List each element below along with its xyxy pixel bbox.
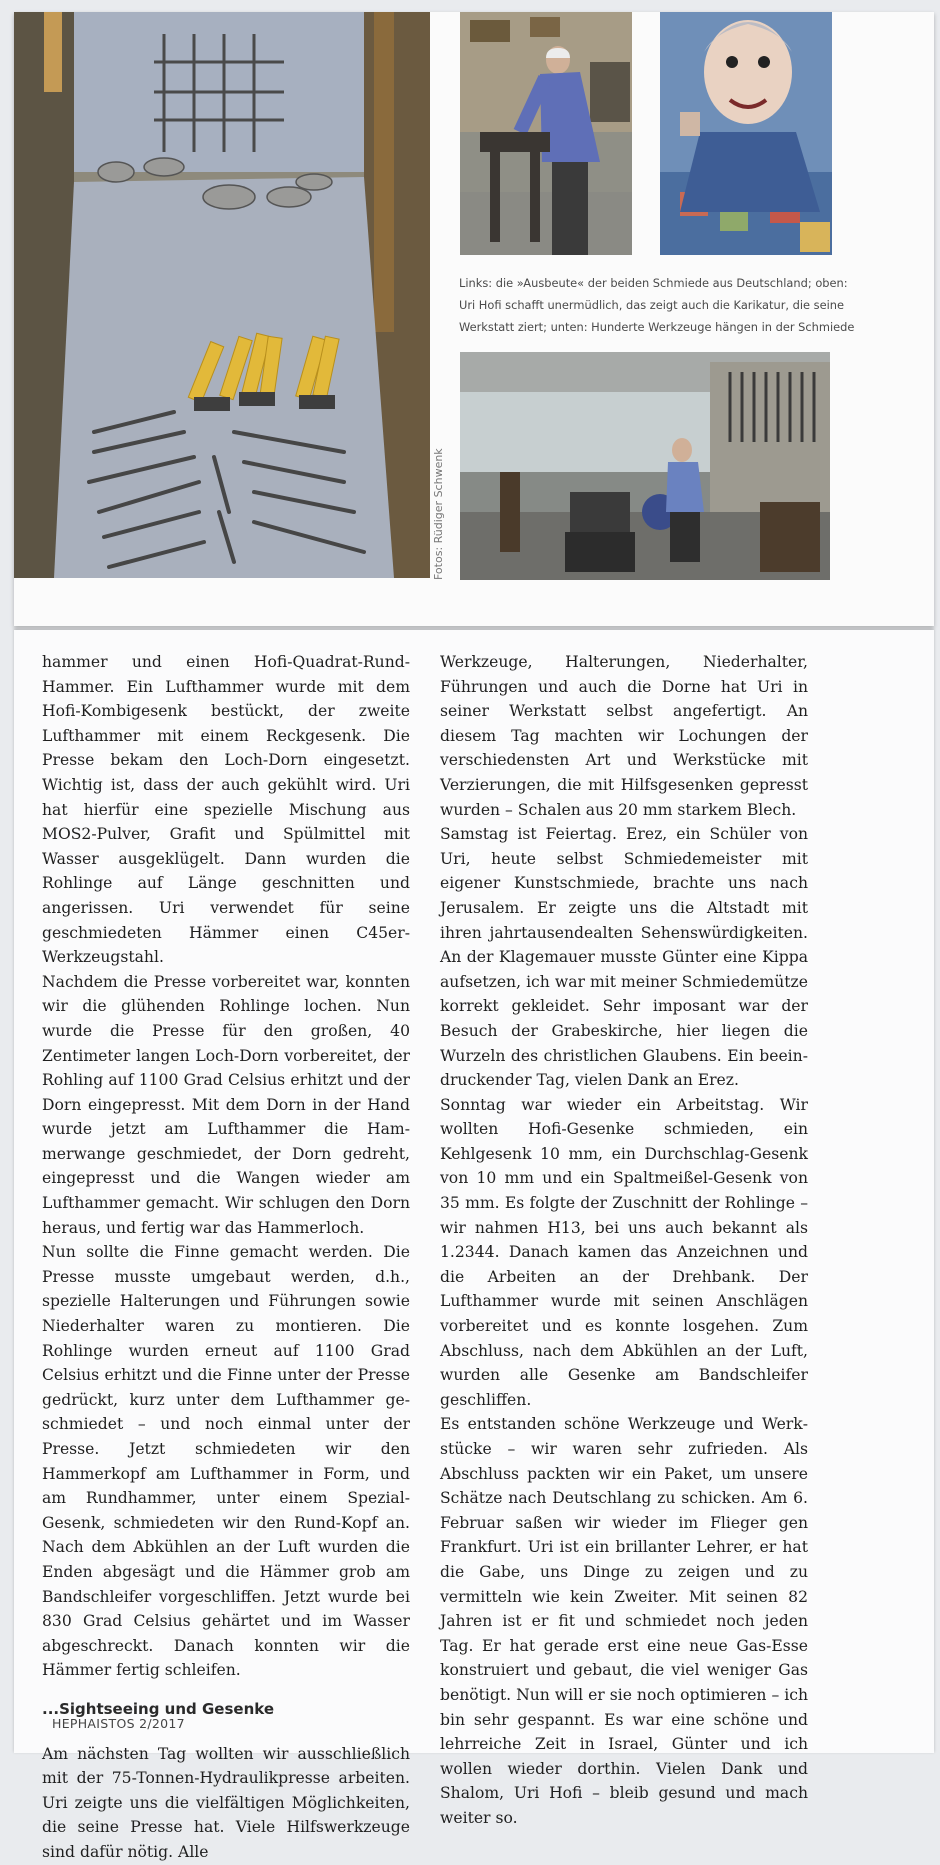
page-folio: HEPHAISTOS 2/2017 xyxy=(52,1716,185,1731)
uri-hofi-at-anvil-photo xyxy=(460,12,632,255)
workshop-interior-photo xyxy=(460,352,830,580)
body-paragraph: hammer und einen Hofi-Quadrat-Rund-Hammer. Ein Lufthammer wurde mit dem Hofi-Kombigesenk bestückt, der zweite Lufthammer mit einem Reckgesenk. Die Presse bekam den Loch-Dorn eingesetzt. Wichtig ist, dass der auch gekühlt wird. Uri hat hierfür eine spezielle Mischung aus MOS2-Pulver, Grafit und Spülmittel mit Wasser ausgeklügelt. Dann wurden die Rohlinge auf Länge geschnitten und angerissen. Uri verwendet für seine geschmiedeten Hämmer einen C45er-Werkzeugstahl. xyxy=(42,653,410,967)
body-paragraph: Nachdem die Presse vorbereitet war, konnten wir die glühenden Rohlinge lochen. Nun wurde die Presse für den großen, 40 Zentimeter langen Loch-Dorn vorbereitet, der Rohling auf 1100 Grad Celsius erhitzt und der Dorn eingepresst. Mit dem Dorn in der Hand wurde jetzt am Lufthammer die Hammerwange geschmiedet, der Dorn gedreht, eingepresst und die Wangen wieder am Lufthammer gemacht. Wir schlugen den Dorn heraus, und fertig war das Hammerloch. xyxy=(42,972,410,1237)
body-paragraph: Sonntag war wieder ein Arbeitstag. Wir wollten Hofi-Gesenke schmieden, ein Kehlgesenk 10 mm, ein Durchschlag-Gesenk von 10 mm und ein Spaltmeißel-Gesenk von 35 mm. Es folgte der Zuschnitt der Rohlinge – wir nahmen H13, bei uns auch bekannt als 1.2344. Danach kamen das Anzeichnen und die Arbeiten an der Drehbank. Der Lufthammer wurde mit seinen Anschlägen vorbereitet und es konnte losgehen. Zum Abschluss, nach dem Abkühlen an der Luft, wurden alle Gesenke am Bandschleifer geschliffen. xyxy=(440,1095,808,1409)
caricature-mural-photo xyxy=(660,12,832,255)
body-paragraph: Samstag ist Feiertag. Erez, ein Schüler von Uri, heute selbst Schmiedemeister mit eigener Kunstschmiede, brachte uns nach Jerusalem. Er zeigte uns die Altstadt mit ihren jahrtausendealten Sehenswürdigkeiten. An der Klagemauer musste Günter eine Kippa aufsetzen, ich war mit meiner Schmiedemütze korrekt gekleidet. Sehr imposant war der Besuch der Grabeskirche, hier liegen die Wurzeln des christlichen Glaubens. Ein beeindruckender Tag, vielen Dank an Erez. xyxy=(440,825,808,1090)
caption-line: Werkstatt ziert; unten: Hunderte Werkzeuge hängen in der Schmiede xyxy=(459,320,855,334)
caption-line: Uri Hofi schafft unermüdlich, das zeigt auch die Karikatur, die seine xyxy=(459,298,844,312)
photo-credit: Fotos: Rüdiger Schwenk xyxy=(432,448,445,580)
section-heading: ...Sightseeing und Gesenke xyxy=(42,1699,275,1718)
article-column-left xyxy=(42,650,410,1865)
body-paragraph: Werkzeuge, Halterungen, Niederhalter, Führungen und auch die Dorne hat Uri in seiner Werkstatt selbst angefertigt. An diesem Tag machten wir Lochungen der verschiedensten Art und Werkstücke mit Verzierungen, die mit Hilfsgesenken gepresst wurden – Schalen aus 20 mm starkem Blech. xyxy=(440,653,808,819)
photo-caption xyxy=(459,272,859,338)
tools-on-cloth-photo xyxy=(14,12,430,578)
article-column-right xyxy=(440,650,808,1831)
caption-line: Links: die »Ausbeute« der beiden Schmiede aus Deutschland; oben: xyxy=(459,276,848,290)
body-paragraph: Nun sollte die Finne gemacht werden. Die Presse musste umgebaut werden, d.h., spezielle Halterungen und Führungen sowie Niederhalter waren zu montieren. Die Rohlinge wurden erneut auf 1100 Grad Celsius erhitzt und die Finne unter der Presse gedrückt, kurz unter dem Lufthammer geschmiedet – und noch einmal unter der Presse. Jetzt schmiedeten wir den Hammerkopf am Lufthammer in Form, und am Rundhammer, unter einem Spezial-Gesenk, schmiedeten wir den Rund-Kopf an. Nach dem Abkühlen an der Luft wurden die Enden abgesägt und die Hämmer grob am Bandschleifer vorgeschliffen. Jetzt wurde bei 830 Grad Celsius gehärtet und im Wasser abgeschreckt. Danach konnten wir die Hämmer fertig schleifen. xyxy=(42,1243,410,1680)
body-paragraph: Es entstanden schöne Werkzeuge und Werkstücke – wir waren sehr zufrieden. Als Abschluss packten wir ein Paket, um unsere Schätze nach Deutschlang zu schicken. Am 6. Februar saßen wir wieder im Flieger gen Frankfurt. Uri ist ein brillanter Lehrer, er hat die Gabe, uns Dinge zu zeigen und zu vermitteln wie kein Zweiter. Mit seinen 82 Jahren ist er fit und schmiedet noch jeden Tag. Er hat gerade erst eine neue Gas-Esse konstruiert und gebaut, die viel weniger Gas benötigt. Nun will er sie noch optimieren – ich bin sehr gespannt. Es war eine schöne und lehrreiche Zeit in Israel, Günter und ich wollen wieder dorthin. Vielen Dank und Shalom, Uri Hofi – bleib gesund und mach weiter so. xyxy=(440,1415,808,1827)
body-paragraph: Am nächsten Tag wollten wir ausschließlich mit der 75-Tonnen-Hydraulikpresse arbeiten. Uri zeigte uns die vielfältigen Möglichkeiten, die seine Presse hat. Viele Hilfswerkzeuge sind dafür nötig. Alle xyxy=(42,1744,410,1861)
